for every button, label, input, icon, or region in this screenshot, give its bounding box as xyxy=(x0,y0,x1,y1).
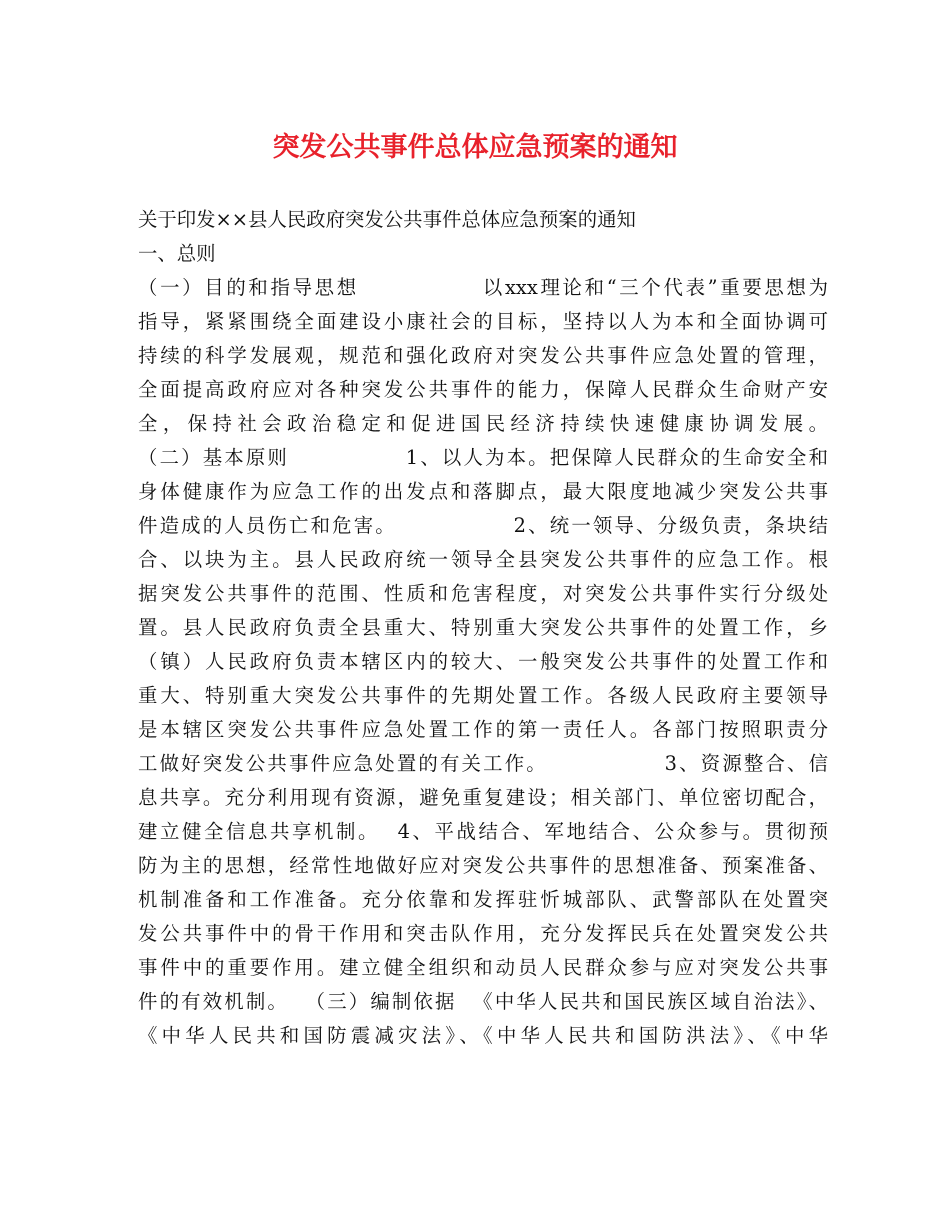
body-line: 是本辖区突发公共事件应急处置工作的第一责任人。各部门按照职责分 xyxy=(138,718,828,741)
body-line: 《中华人民共和国防震减灾法》、《中华人民共和国防洪法》、《中华 xyxy=(138,1024,828,1047)
document-body xyxy=(138,203,828,1053)
body-line: 关于印发××县人民政府突发公共事件总体应急预案的通知 xyxy=(138,208,636,231)
body-line: 持续的科学发展观，规范和强化政府对突发公共事件应急处置的管理， xyxy=(138,344,828,367)
body-line: 一、总则 xyxy=(138,242,216,265)
body-line: 置。县人民政府负责全县重大、特别重大突发公共事件的处置工作，乡 xyxy=(138,616,828,639)
body-line: 指导，紧紧围绕全面建设小康社会的目标，坚持以人为本和全面协调可 xyxy=(138,310,828,333)
body-line: 事件中的重要作用。建立健全组织和动员人民群众参与应对突发公共事 xyxy=(138,956,828,979)
body-line: （镇）人民政府负责本辖区内的较大、一般突发公共事件的处置工作和 xyxy=(138,650,828,673)
body-line: 合、以块为主。县人民政府统一领导全县突发公共事件的应急工作。根 xyxy=(138,548,828,571)
body-line: （二）基本原则 1、以人为本。把保障人民群众的生命安全和 xyxy=(138,446,828,469)
body-line: 全面提高政府应对各种突发公共事件的能力，保障人民群众生命财产安 xyxy=(138,378,828,401)
body-line: 件的有效机制。 （三）编制依据 《中华人民共和国民族区域自治法》、 xyxy=(138,990,828,1013)
body-line: 发公共事件中的骨干作用和突击队作用，充分发挥民兵在处置突发公共 xyxy=(138,922,828,945)
body-line: 机制准备和工作准备。充分依靠和发挥驻忻城部队、武警部队在处置突 xyxy=(138,888,828,911)
body-line: 建立健全信息共享机制。 4、平战结合、军地结合、公众参与。贯彻预 xyxy=(138,820,828,843)
body-line: 防为主的思想，经常性地做好应对突发公共事件的思想准备、预案准备、 xyxy=(138,854,828,877)
body-line: 息共享。充分利用现有资源，避免重复建设；相关部门、单位密切配合， xyxy=(138,786,828,809)
body-line: 重大、特别重大突发公共事件的先期处置工作。各级人民政府主要领导 xyxy=(138,684,828,707)
body-line: （一）目的和指导思想 以xxx理论和“三个代表”重要思想为 xyxy=(138,276,828,299)
body-line: 件造成的人员伤亡和危害。 2、统一领导、分级负责，条块结 xyxy=(138,514,828,537)
body-line: 全，保持社会政治稳定和促进国民经济持续快速健康协调发展。 xyxy=(138,412,828,435)
body-line: 工做好突发公共事件应急处置的有关工作。 3、资源整合、信 xyxy=(138,752,828,775)
document-title: 突发公共事件总体应急预案的通知 xyxy=(272,132,678,163)
body-line: 身体健康作为应急工作的出发点和落脚点，最大限度地减少突发公共事 xyxy=(138,480,828,503)
body-line: 据突发公共事件的范围、性质和危害程度，对突发公共事件实行分级处 xyxy=(138,582,828,605)
